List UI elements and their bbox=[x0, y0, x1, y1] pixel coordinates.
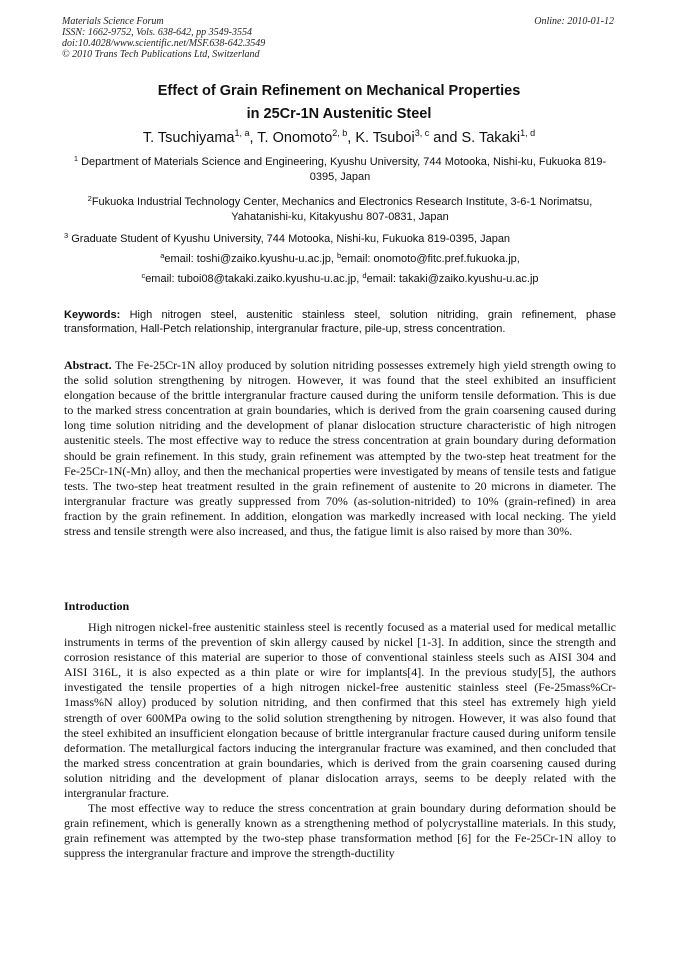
affiliation-2 bbox=[62, 195, 618, 225]
affiliation-text: Department of Materials Science and Engineering, Kyushu University, 744 Motooka, Nishi-ku, Fukuoka 819-0395, Japan bbox=[78, 156, 607, 183]
paragraph: High nitrogen nickel-free austenitic stainless steel is recently focused as a material used for medical metallic instruments in terms of the prevention of skin allergy caused by nickel [1-3]. In addition, since the strength and corrosion resistance of this material are superior to those of conventional stainless steels such as AISI 304 and AISI 316L, it is also expected as a thin plate or wire for implants[4]. In the previous study[5], the authors investigated the tensile properties of a high nitrogen nickel-free austenitic stainless steel (Fe-25mass%Cr-1mass%N alloy) produced by solution nitriding, and then confirmed that this steel has extremely high yield strength of over 600MPa owing to the solid solution strengthening by nitrogen. However, it was also found that the steel exhibited an insufficient elongation because of brittle intergranular fracture caused during uniform tensile deformation. The metallurgical factors inducing the intergranular fracture was examined, and then concluded that the marked stress concentration at grain boundaries, which is derived from the grain coarsening caused during solution nitriding and the development of planar dislocation arrays, seems to be deeply related with the intergranular fracture. bbox=[64, 620, 616, 801]
affiliation-mark: 1 bbox=[73, 154, 79, 163]
affiliation-1 bbox=[62, 155, 618, 185]
abstract-label: Abstract. bbox=[64, 358, 112, 372]
author-affiliation-mark: 1, a bbox=[234, 128, 250, 138]
paper-title-line-2: in 25Cr-1N Austenitic Steel bbox=[246, 106, 432, 122]
paragraph: The most effective way to reduce the stress concentration at grain boundary during deformation should be grain refinement, which is generally known as a strengthening method of polycrystalline materials. In this study, grain refinement was attempted by the two-step phase transformation method [6] for the Fe-25Cr-1N alloy to suppress the intergranular fracture and improve the strength-ductility bbox=[64, 801, 616, 861]
affiliation-mark: 2 bbox=[87, 194, 92, 203]
doi-line: doi:10.4028/www.scientific.net/MSF.638-642.3549 bbox=[62, 38, 266, 49]
keywords-text: High nitrogen steel, austenitic stainless steel, solution nitriding, grain refinement, phase transformation, Hall-Petch relationship, intergranular fracture, pile-up, stress concentration. bbox=[64, 309, 616, 335]
email-address[interactable]: email: tuboi08@takaki.zaiko.kyushu-u.ac.jp, bbox=[145, 273, 363, 285]
abstract-text: The Fe-25Cr-1N alloy produced by solution nitriding possesses extremely high yield strength owing to the solid solution strengthening by nitrogen. However, it was found that the steel exhibited an insufficient elongation because of the brittle intergranular fracture caused during the uniform tensile deformation. This is due to the marked stress concentration at grain boundaries, which is derived from the grain coarsening caused during long time solution nitriding and the development of planar dislocation structure characteristic of high nitrogen austenitic steels. The most effective way to reduce the stress concentration at grain boundary during deformation should be grain refinement. In this study, grain refinement was attempted by the two-step heat treatment for the Fe-25Cr-1N(-Mn) alloy, and then the mechanical properties were investigated by means of tensile tests and fatigue tests. The two-step heat treatment resulted in the grain refinement of austenite to 20 microns in diameter. The intergranular fracture was greatly suppressed from 70% (as-solution-nitrided) to 10% (grain-refined) in area fraction by the grain refinement. In addition, elongation was markedly increased with local necking. The yield stress and tensile strength were also increased, and thus, the fatigue limit is also raised by more than 30%. bbox=[64, 358, 616, 539]
introduction-body bbox=[64, 620, 616, 862]
email-address[interactable]: email: takaki@zaiko.kyushu-u.ac.jp bbox=[366, 273, 539, 285]
journal-name: Materials Science Forum bbox=[62, 16, 164, 27]
affiliation-text: Fukuoka Industrial Technology Center, Mechanics and Electronics Research Institute, 3-6-1 Norimatsu, Yahatanishi-ku, Kitakyushu 807-0831, Japan bbox=[91, 196, 593, 223]
section-heading-introduction: Introduction bbox=[64, 599, 130, 613]
author-affiliation-mark: 1, d bbox=[520, 128, 536, 138]
journal-header bbox=[62, 16, 265, 60]
email-mark: d bbox=[362, 271, 367, 280]
author-affiliation-mark: 2, b bbox=[332, 128, 348, 138]
email-line-2 bbox=[62, 272, 618, 287]
author-affiliation-mark: 3, c bbox=[414, 128, 430, 138]
affiliation-text: Graduate Student of Kyushu University, 744 Motooka, Nishi-ku, Fukuoka 819-0395, Japan bbox=[68, 233, 511, 245]
paper-title-line-1: Effect of Grain Refinement on Mechanical Properties bbox=[157, 83, 521, 99]
affiliation-mark: 3 bbox=[64, 231, 69, 240]
email-mark: b bbox=[336, 251, 342, 260]
keywords-label: Keywords: bbox=[64, 309, 121, 321]
author-name: , K. Tsuboi bbox=[347, 130, 415, 146]
issn-line: ISSN: 1662-9752, Vols. 638-642, pp 3549-3554 bbox=[62, 27, 252, 38]
email-mark: c bbox=[141, 271, 146, 280]
email-address[interactable]: email: toshi@zaiko.kyushu-u.ac.jp, bbox=[164, 253, 337, 265]
author-name: T. Tsuchiyama bbox=[142, 130, 235, 146]
author-name: , T. Onomoto bbox=[249, 130, 333, 146]
email-line-1 bbox=[62, 252, 618, 267]
abstract-section bbox=[64, 358, 616, 539]
online-date: Online: 2010-01-12 bbox=[534, 16, 614, 27]
email-mark: a bbox=[160, 251, 165, 260]
author-name: and S. Takaki bbox=[429, 130, 521, 146]
author-list bbox=[60, 129, 618, 147]
affiliation-3 bbox=[64, 232, 620, 247]
keywords-section bbox=[64, 308, 616, 336]
email-address[interactable]: email: onomoto@fitc.pref.fukuoka.jp, bbox=[341, 253, 520, 265]
copyright-line: © 2010 Trans Tech Publications Ltd, Switzerland bbox=[62, 49, 260, 60]
